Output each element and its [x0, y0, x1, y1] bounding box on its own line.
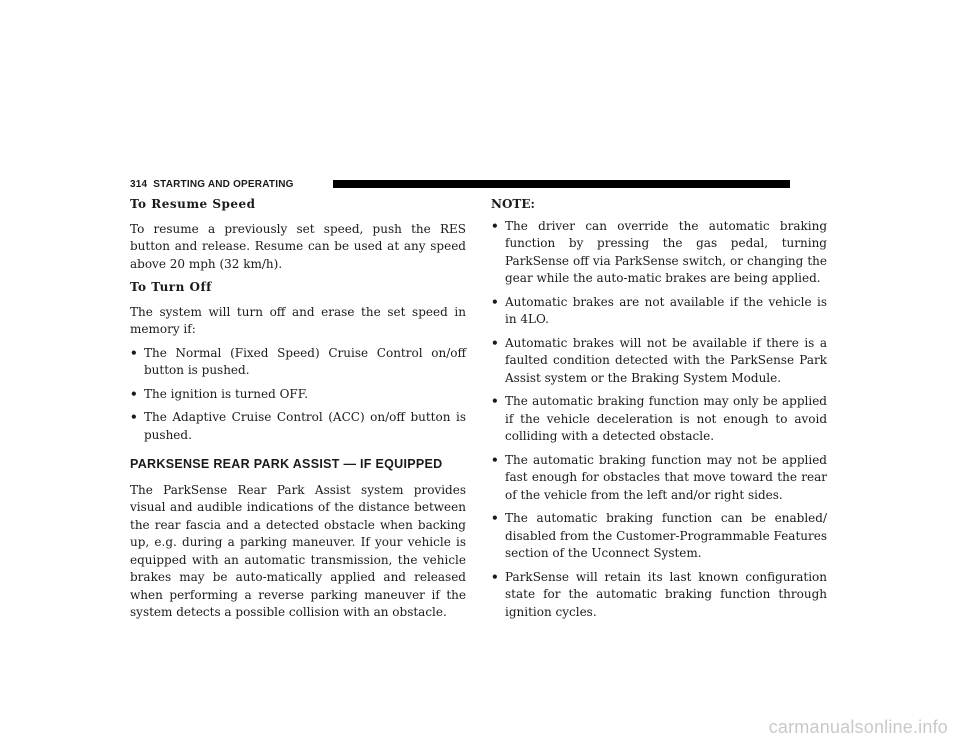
watermark: carmanualsonline.info [768, 717, 948, 737]
parksense-section-heading: PARKSENSE REAR PARK ASSIST — IF EQUIPPED [130, 457, 443, 471]
bullet-icon: • [491, 218, 499, 233]
list-item: • The automatic braking function may not be applied fast enough for obstacles that move toward the rear of the vehicle from the left and/or right sides. [491, 452, 827, 502]
bullet-icon: • [130, 410, 138, 424]
turn-off-heading: To Turn Off [130, 280, 212, 294]
bullet-icon: • [491, 394, 499, 408]
bullet-icon: • [491, 511, 499, 525]
turn-off-text: The system will turn off and erase the set speed in memory if: [130, 304, 466, 336]
bullet-icon: • [491, 294, 499, 309]
list-item: • Automatic brakes are not available if the vehicle is in 4LO. [491, 294, 827, 326]
bullet-icon: • [491, 335, 499, 350]
section-title: STARTING AND OPERATING [153, 179, 294, 190]
page-header [130, 179, 790, 191]
resume-speed-heading: To Resume Speed [130, 197, 256, 211]
bullet-icon: • [491, 569, 499, 584]
resume-speed-text: To resume a previously set speed, push the RES button and release. Resume can be used at any speed above 20 mph (32 km/h). [130, 221, 466, 271]
turn-off-list [130, 345, 466, 445]
right-column [491, 196, 827, 627]
left-column [130, 196, 466, 628]
bullet-icon: • [491, 452, 499, 467]
list-item: • The Normal (Fixed Speed) Cruise Control on/off button is pushed. [130, 345, 466, 377]
header-rule [333, 180, 790, 188]
note-label: NOTE: [491, 197, 535, 211]
note-list [491, 218, 827, 622]
bullet-icon: • [130, 386, 138, 401]
list-item: • The automatic braking function can be enabled/ disabled from the Customer-Programmable Features section of the Uconnect System. [491, 511, 827, 560]
list-item: • ParkSense will retain its last known configuration state for the automatic braking function through ignition cycles. [491, 569, 827, 619]
list-item: • The ignition is turned OFF. [130, 386, 466, 404]
list-item: • The Adaptive Cruise Control (ACC) on/off button is pushed. [130, 410, 466, 442]
bullet-icon: • [130, 345, 138, 360]
page-number-and-section [130, 179, 294, 191]
parksense-text: The ParkSense Rear Park Assist system provides visual and audible indications of the distance between the rear fascia and a detected obstacle when backing up, e.g. during a parking maneuver. If your vehicle is equipped with an automatic transmission, the vehicle brakes may be auto-matically applied and released when performing a reverse parking maneuver if the system detects a possible collision with an obstacle. [130, 482, 466, 619]
list-item: • Automatic brakes will not be available if there is a faulted condition detected with the ParkSense Park Assist system or the Braking System Module. [491, 335, 827, 385]
list-item: • The driver can override the automatic braking function by pressing the gas pedal, turning ParkSense off via ParkSense switch, or changing the gear while the auto-matic brakes are being applied. [491, 218, 827, 285]
page-number: 314 [130, 179, 148, 190]
list-item: • The automatic braking function may only be applied if the vehicle deceleration is not enough to avoid colliding with a detected obstacle. [491, 394, 827, 443]
